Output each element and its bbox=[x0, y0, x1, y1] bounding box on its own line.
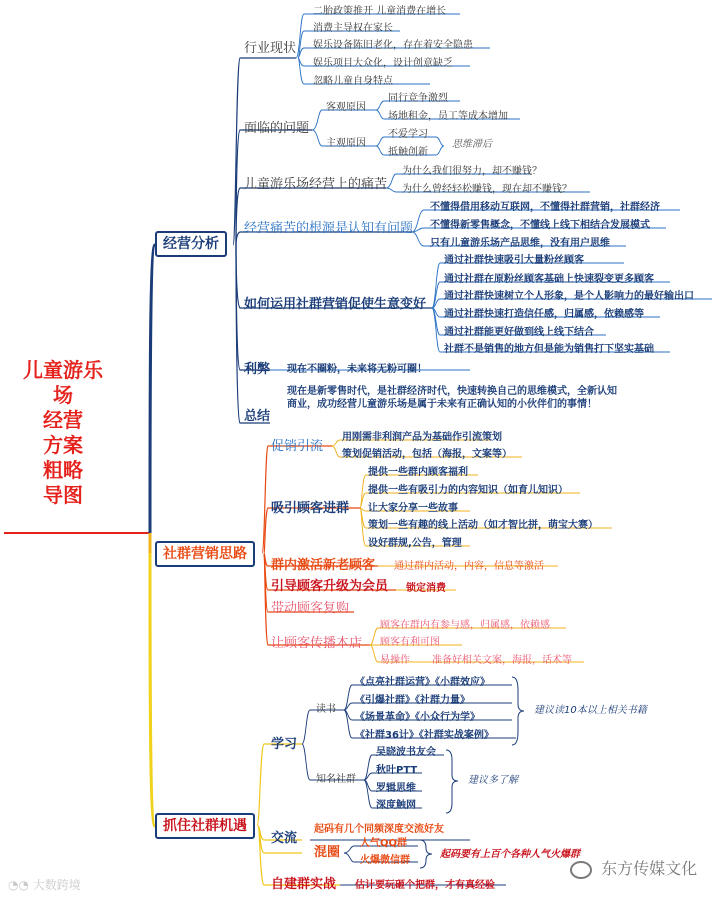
node-hangye[interactable]: 行业现状 bbox=[244, 41, 297, 56]
node-xiyin[interactable]: 吸引顾客进群 bbox=[271, 501, 350, 516]
leaf-cuxiao: 策划促销活动，包括（海报，文案等） bbox=[342, 449, 512, 460]
leaf-keguan: 同行竞争激烈 bbox=[388, 93, 448, 104]
leaf-ruhe: 社群不是销售的地方但是能为销售打下坚实基础 bbox=[444, 344, 654, 355]
node-yindao[interactable]: 引导顾客升级为会员 bbox=[271, 579, 389, 594]
leaf-chuanbo: 易操作 bbox=[380, 655, 410, 666]
leaf-ruhe: 通过社群在原粉丝顾客基础上快速裂变更多顾客 bbox=[444, 274, 654, 285]
root-title-line: 粗略 bbox=[43, 458, 83, 482]
leaf-keguan: 场地租金，员工等成本增加 bbox=[388, 111, 508, 122]
leaf-hangye: 娱乐项目大众化，设计创意缺乏 bbox=[313, 58, 453, 69]
node-genyuan[interactable]: 经营痛苦的根源是认知有问题 bbox=[244, 221, 414, 236]
watermark-right-text: 东方传媒文化 bbox=[601, 859, 698, 878]
node-tongku[interactable]: 儿童游乐场经营上的痛苦 bbox=[244, 177, 388, 192]
leaf-book: 《点亮社群运营》《小群效应》 bbox=[355, 677, 490, 688]
leaf-book: 《场景革命》《小众行为学》 bbox=[355, 712, 480, 723]
watermark-logo-icon: ◔◔ bbox=[8, 878, 29, 892]
leaf-xiyin: 提供一些有吸引力的内容知识（如育儿知识） bbox=[368, 485, 568, 496]
node-jihuo[interactable]: 群内激活新老顾客 bbox=[271, 558, 376, 573]
leaf-yindao: 锁定消费 bbox=[406, 583, 446, 594]
leaf-shizhan: 估计要玩砸个把群，才有真经验 bbox=[355, 880, 495, 891]
leaf-chuanbo: 顾客有利可图 bbox=[380, 637, 440, 648]
leaf-hangye: 娱乐设备陈旧老化，存在着安全隐患 bbox=[313, 40, 473, 51]
node-zongjie[interactable]: 总结 bbox=[244, 409, 271, 424]
watermark-right bbox=[570, 856, 697, 879]
leaf-zongjie: 现在是新零售时代，是社群经济时代，快速转换自己的思维模式，全新认知商业，成功经营儿童游乐场是属于未来有正确认知的小伙伴们的事情！ bbox=[287, 386, 617, 410]
root-title-line: 导图 bbox=[43, 483, 83, 507]
leaf-ruhe: 通过社群快速吸引大量粉丝顾客 bbox=[444, 255, 584, 266]
leaf-tongku: 为什么我们很努力，却不赚钱？ bbox=[402, 166, 542, 177]
leaf-zhuguan: 不爱学习 bbox=[388, 129, 428, 140]
node-mianlin[interactable]: 面临的问题 bbox=[244, 121, 310, 136]
node-jiaoliu[interactable]: 交流 bbox=[271, 831, 298, 846]
root-title-line: 经营 bbox=[43, 408, 83, 432]
node-chuanbo[interactable]: 让顾客传播本店 bbox=[271, 636, 363, 651]
leaf-xiyin: 提供一些群内顾客福利 bbox=[368, 467, 468, 478]
leaf-xiyin: 设好群规,公告，管理 bbox=[368, 538, 462, 549]
leaf-genyuan: 不懂得新零售概念，不懂线上线下相结合发展模式 bbox=[430, 220, 650, 231]
node-ruhe[interactable]: 如何运用社群营销促使生意变好 bbox=[244, 297, 427, 312]
root-title-line: 儿童游乐场 bbox=[23, 358, 103, 407]
leaf-genyuan: 只有儿童游乐场产品思维，没有用户思维 bbox=[430, 238, 610, 249]
branch-shequn-marketing[interactable]: 社群营销思路 bbox=[155, 541, 255, 567]
leaf-group: 秋叶PTT bbox=[376, 765, 418, 776]
note-groups: 建议多了解 bbox=[468, 775, 518, 786]
leaf-hangye: 二胎政策推开 儿童消费在增长 bbox=[313, 6, 447, 17]
node-shizhan[interactable]: 自建群实战 bbox=[271, 877, 337, 892]
note-chuanbo: 准备好相关文案，海报，话术等 bbox=[432, 655, 572, 666]
node-xuexi[interactable]: 学习 bbox=[271, 737, 298, 752]
leaf-book: 《社群36计》《社群实战案例》 bbox=[355, 730, 494, 741]
leaf-xiyin: 策划一些有趣的线上活动（如才智比拼，萌宝大赛） bbox=[368, 520, 598, 531]
leaf-ruhe: 通过社群能更好做到线上线下结合 bbox=[444, 327, 594, 338]
note-zhuguan: 思维滞后 bbox=[452, 139, 492, 150]
node-cuxiao[interactable]: 促销引流 bbox=[271, 439, 324, 454]
branch-jingying-analysis[interactable]: 经营分析 bbox=[155, 231, 227, 257]
leaf-group: 吴晓波书友会 bbox=[376, 747, 436, 758]
leaf-hangye: 忽略儿童自身特点 bbox=[313, 76, 393, 87]
leaf-cuxiao: 用刚需非利润产品为基础作引流策划 bbox=[342, 432, 502, 443]
wechat-icon bbox=[570, 861, 592, 879]
leaf-zhuguan: 抵触创新 bbox=[388, 147, 428, 158]
node-zhuguan: 主观原因 bbox=[326, 138, 366, 149]
node-libi[interactable]: 利弊 bbox=[244, 362, 271, 377]
leaf-xiyin: 让大家分享一些故事 bbox=[368, 503, 458, 514]
node-zhiming: 知名社群 bbox=[316, 774, 356, 785]
leaf-jihuo: 通过群内活动，内容，信息等激活 bbox=[394, 561, 544, 572]
leaf-ruhe: 通过社群快速树立个人形象，是个人影响力的最好输出口 bbox=[444, 291, 694, 302]
watermark-left bbox=[8, 876, 81, 893]
note-books: 建议读10本以上相关书籍 bbox=[534, 705, 647, 716]
leaf-genyuan: 不懂得借用移动互联网，不懂得社群营销，社群经济 bbox=[430, 202, 660, 213]
leaf-libi: 现在不圈粉，未来将无粉可圈！ bbox=[287, 364, 427, 375]
leaf-chuanbo: 顾客在群内有参与感，归属感，依赖感 bbox=[380, 620, 550, 631]
leaf-group: 深度触网 bbox=[376, 800, 416, 811]
leaf-hunquan: 火爆微信群 bbox=[360, 855, 410, 866]
node-dushu: 读书 bbox=[316, 704, 336, 715]
note-hunquan: 起码要有上百个各种人气火爆群 bbox=[440, 849, 580, 860]
root-title bbox=[14, 358, 112, 508]
leaf-jiaoliu: 起码有几个同频深度交流好友 bbox=[314, 824, 444, 835]
leaf-tongku: 为什么曾经轻松赚钱，现在却不赚钱？ bbox=[402, 184, 572, 195]
node-hunquan[interactable]: 混圈 bbox=[314, 845, 341, 860]
node-daidong[interactable]: 带动顾客复购 bbox=[271, 601, 350, 616]
leaf-ruhe: 通过社群快速打造信任感，归属感，依赖感等 bbox=[444, 309, 644, 320]
watermark-left-text: 大数跨境 bbox=[32, 878, 81, 892]
leaf-group: 罗辑思维 bbox=[376, 783, 416, 794]
leaf-hunquan: 人气QQ群 bbox=[360, 838, 408, 849]
leaf-book: 《引爆社群》《社群力量》 bbox=[355, 695, 470, 706]
branch-zhuazhu-opportunity[interactable]: 抓住社群机遇 bbox=[155, 813, 255, 839]
leaf-hangye: 消费主导权在家长 bbox=[313, 23, 393, 34]
node-keguan: 客观原因 bbox=[326, 102, 366, 113]
root-title-line: 方案 bbox=[43, 433, 83, 457]
